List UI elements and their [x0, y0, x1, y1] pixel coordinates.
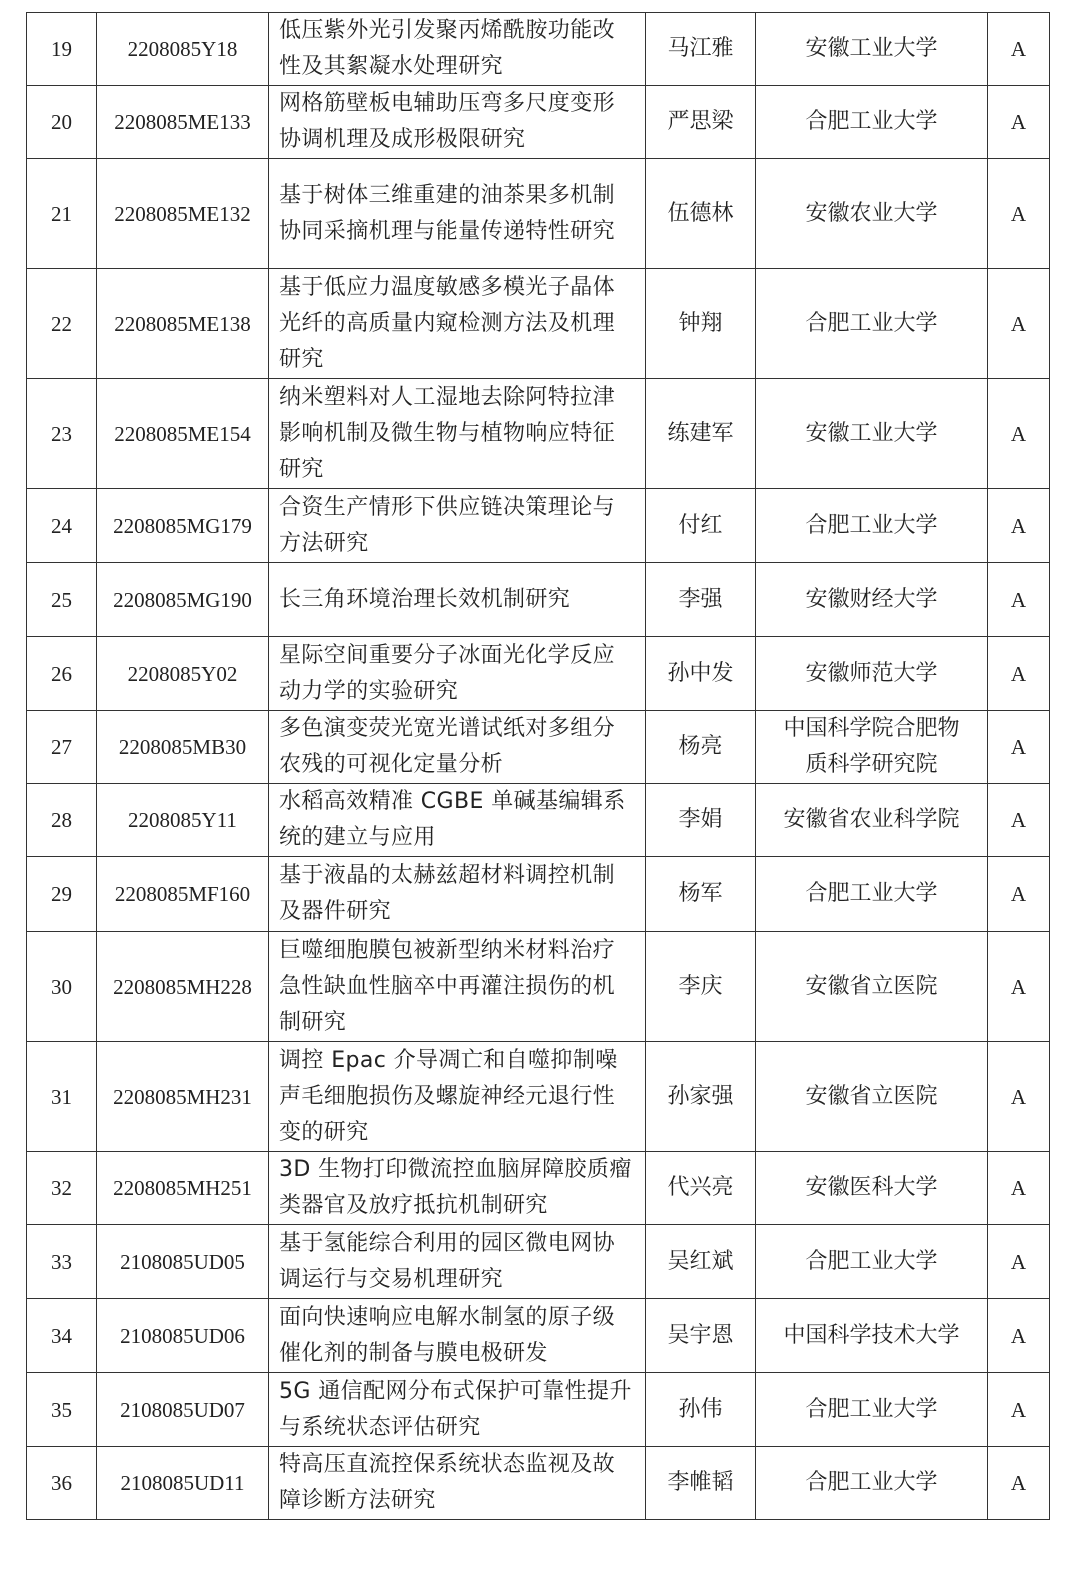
project-title-cell	[269, 711, 646, 784]
project-title: 基于树体三维重建的油茶果多机制协同采摘机理与能量传递特性研究	[279, 182, 616, 244]
row-number: 35	[51, 1397, 72, 1422]
grade-cell	[988, 1373, 1050, 1447]
project-title: 特高压直流控保系统状态监视及故障诊断方法研究	[279, 1452, 616, 1513]
project-code: 2208085MG190	[113, 587, 252, 612]
institution: 安徽工业大学	[805, 420, 938, 446]
project-title: 3D 生物打印微流控血脑屏障胶质瘤类器官及放疗抵抗机制研究	[279, 1157, 632, 1218]
grade-cell	[988, 637, 1050, 711]
institution: 合肥工业大学	[805, 1470, 938, 1495]
principal-name-cell	[646, 1042, 756, 1152]
project-title-cell	[269, 13, 646, 86]
project-title-cell	[269, 1299, 646, 1373]
institution: 合肥工业大学	[805, 881, 938, 906]
institution-cell	[756, 1373, 988, 1447]
grade-cell	[988, 1152, 1050, 1225]
principal-name-cell	[646, 784, 756, 857]
table-row	[27, 784, 1050, 857]
row-number-cell	[27, 269, 97, 379]
row-number: 22	[51, 311, 72, 336]
institution: 安徽工业大学	[805, 36, 938, 61]
principal-name: 杨军	[678, 881, 723, 906]
grade: A	[1010, 1471, 1027, 1495]
project-code-cell	[97, 269, 269, 379]
table-row	[27, 857, 1050, 932]
principal-name-cell	[646, 13, 756, 86]
institution: 合肥工业大学	[805, 1248, 938, 1274]
project-code-cell	[97, 637, 269, 711]
project-title: 基于液晶的太赫兹超材料调控机制及器件研究	[279, 863, 616, 924]
institution-cell	[756, 563, 988, 637]
project-code-cell	[97, 489, 269, 563]
table-row	[27, 1042, 1050, 1152]
institution-cell	[756, 637, 988, 711]
principal-name-cell	[646, 379, 756, 489]
grade-cell	[988, 1299, 1050, 1373]
project-title: 面向快速响应电解水制氢的原子级催化剂的制备与膜电极研发	[279, 1304, 616, 1366]
project-title-cell	[269, 1447, 646, 1520]
project-code: 2208085MF160	[114, 882, 251, 906]
principal-name: 孙伟	[678, 1396, 723, 1422]
grade-cell	[988, 932, 1050, 1042]
principal-name-cell	[646, 932, 756, 1042]
grade-cell	[988, 13, 1050, 86]
row-number: 36	[51, 1471, 72, 1495]
project-code: 2208085ME133	[114, 110, 251, 134]
institution-cell	[756, 1042, 988, 1152]
project-code-cell	[97, 1447, 269, 1520]
row-number: 31	[51, 1084, 72, 1109]
grade: A	[1010, 1249, 1027, 1274]
principal-name: 钟翔	[678, 310, 723, 336]
institution-cell	[756, 1447, 988, 1520]
row-number-cell	[27, 1152, 97, 1225]
institution: 安徽省立医院	[805, 973, 938, 999]
principal-name-cell	[646, 489, 756, 563]
grade-cell	[988, 489, 1050, 563]
grade-cell	[988, 857, 1050, 932]
project-code-cell	[97, 711, 269, 784]
grade: A	[1010, 421, 1027, 446]
project-code-cell	[97, 13, 269, 86]
project-code: 2208085MG179	[113, 513, 252, 538]
row-number-cell	[27, 932, 97, 1042]
project-code: 2208085Y11	[128, 808, 237, 832]
row-number: 30	[51, 974, 72, 999]
project-title-cell	[269, 1373, 646, 1447]
principal-name: 练建军	[667, 420, 734, 446]
row-number-cell	[27, 379, 97, 489]
institution-cell	[756, 857, 988, 932]
row-number: 24	[51, 513, 72, 538]
row-number: 34	[51, 1323, 72, 1348]
row-number-cell	[27, 1042, 97, 1152]
project-title-cell	[269, 637, 646, 711]
project-title: 水稻高效精准 CGBE 单碱基编辑系统的建立与应用	[279, 789, 626, 850]
institution: 合肥工业大学	[805, 512, 938, 538]
institution: 合肥工业大学	[805, 310, 938, 336]
table-row	[27, 489, 1050, 563]
project-title-cell	[269, 563, 646, 637]
project-code-cell	[97, 857, 269, 932]
row-number: 25	[51, 587, 72, 612]
project-title-cell	[269, 159, 646, 269]
grade: A	[1010, 311, 1027, 336]
principal-name: 严思梁	[667, 109, 734, 134]
principal-name-cell	[646, 563, 756, 637]
grade-cell	[988, 1447, 1050, 1520]
project-title: 巨噬细胞膜包被新型纳米材料治疗急性缺血性脑卒中再灌注损伤的机制研究	[279, 937, 616, 1035]
grade: A	[1010, 587, 1027, 612]
row-number-cell	[27, 1225, 97, 1299]
row-number-cell	[27, 86, 97, 159]
grade: A	[1010, 661, 1027, 686]
project-code-cell	[97, 86, 269, 159]
institution-cell	[756, 489, 988, 563]
project-title: 调控 Epac 介导凋亡和自噬抑制噪声毛细胞损伤及螺旋神经元退行性变的研究	[279, 1047, 618, 1145]
institution: 安徽医科大学	[805, 1175, 938, 1200]
project-code: 2208085ME138	[114, 311, 251, 336]
project-code: 2208085MH231	[113, 1084, 252, 1109]
grade: A	[1010, 201, 1027, 226]
grade: A	[1010, 110, 1027, 134]
grade: A	[1010, 37, 1027, 61]
grade-cell	[988, 784, 1050, 857]
principal-name: 孙家强	[667, 1083, 734, 1109]
project-title: 低压紫外光引发聚丙烯酰胺功能改性及其絮凝水处理研究	[279, 18, 616, 79]
principal-name-cell	[646, 1373, 756, 1447]
project-title: 基于低应力温度敏感多模光子晶体光纤的高质量内窥检测方法及机理研究	[279, 274, 616, 372]
grade-cell	[988, 1225, 1050, 1299]
table-row	[27, 86, 1050, 159]
principal-name-cell	[646, 1447, 756, 1520]
project-code: 2208085Y02	[127, 661, 238, 686]
project-title-cell	[269, 784, 646, 857]
row-number: 28	[51, 808, 72, 832]
project-code-cell	[97, 1042, 269, 1152]
project-code: 2208085ME154	[114, 421, 251, 446]
project-code-cell	[97, 379, 269, 489]
institution-cell	[756, 379, 988, 489]
project-title: 网格筋壁板电辅助压弯多尺度变形协调机理及成形极限研究	[279, 91, 616, 152]
row-number: 27	[51, 735, 72, 759]
project-title: 星际空间重要分子冰面光化学反应动力学的实验研究	[279, 642, 616, 704]
row-number: 26	[51, 661, 72, 686]
project-title: 基于氢能综合利用的园区微电网协调运行与交易机理研究	[279, 1230, 616, 1292]
principal-name: 孙中发	[667, 660, 734, 686]
row-number-cell	[27, 784, 97, 857]
project-title-cell	[269, 1152, 646, 1225]
project-code: 2208085MH251	[113, 1176, 252, 1200]
table-row	[27, 1373, 1050, 1447]
project-title-cell	[269, 857, 646, 932]
project-code: 2208085ME132	[114, 201, 251, 226]
grade-cell	[988, 159, 1050, 269]
project-code: 2108085UD07	[120, 1397, 245, 1422]
grade: A	[1010, 1084, 1027, 1109]
project-title-cell	[269, 1225, 646, 1299]
institution-cell	[756, 1225, 988, 1299]
table-row	[27, 1447, 1050, 1520]
institution-cell	[756, 932, 988, 1042]
project-title: 纳米塑料对人工湿地去除阿特拉津影响机制及微生物与植物响应特征研究	[279, 384, 616, 482]
grade: A	[1010, 1176, 1027, 1200]
table-row	[27, 379, 1050, 489]
project-title-cell	[269, 379, 646, 489]
institution: 中国科学院合肥物质科学研究院	[783, 716, 960, 777]
row-number: 33	[51, 1249, 72, 1274]
institution-cell	[756, 784, 988, 857]
institution-cell	[756, 13, 988, 86]
institution: 合肥工业大学	[805, 1396, 938, 1422]
project-title-cell	[269, 489, 646, 563]
grade-cell	[988, 1042, 1050, 1152]
project-code-cell	[97, 1152, 269, 1225]
principal-name: 杨亮	[678, 734, 723, 759]
project-code: 2208085MH228	[113, 974, 252, 999]
institution-cell	[756, 159, 988, 269]
principal-name-cell	[646, 637, 756, 711]
project-title-cell	[269, 269, 646, 379]
row-number-cell	[27, 13, 97, 86]
principal-name: 吴红斌	[667, 1248, 734, 1274]
row-number: 32	[51, 1176, 72, 1200]
institution: 安徽师范大学	[805, 660, 938, 686]
grade-cell	[988, 269, 1050, 379]
project-code: 2108085UD05	[120, 1249, 245, 1274]
principal-name: 伍德林	[667, 200, 734, 226]
grade: A	[1010, 735, 1027, 759]
row-number-cell	[27, 563, 97, 637]
project-code-cell	[97, 1373, 269, 1447]
institution-cell	[756, 86, 988, 159]
row-number: 23	[51, 421, 72, 446]
institution: 中国科学技术大学	[783, 1322, 960, 1348]
table-row	[27, 711, 1050, 784]
table-row	[27, 159, 1050, 269]
table-row	[27, 563, 1050, 637]
institution-cell	[756, 1152, 988, 1225]
principal-name: 马江雅	[667, 36, 734, 61]
project-code: 2208085MB30	[118, 735, 247, 759]
principal-name-cell	[646, 269, 756, 379]
grade: A	[1010, 882, 1027, 906]
project-title: 5G 通信配网分布式保护可靠性提升与系统状态评估研究	[279, 1378, 632, 1440]
table-row	[27, 13, 1050, 86]
project-code: 2108085UD06	[120, 1323, 245, 1348]
grade: A	[1010, 1397, 1027, 1422]
project-code-cell	[97, 563, 269, 637]
row-number-cell	[27, 1447, 97, 1520]
principal-name: 付红	[678, 512, 723, 538]
principal-name-cell	[646, 159, 756, 269]
project-code-cell	[97, 1225, 269, 1299]
project-title: 长三角环境治理长效机制研究	[279, 586, 571, 612]
principal-name-cell	[646, 1152, 756, 1225]
project-title: 多色演变荧光宽光谱试纸对多组分农残的可视化定量分析	[279, 716, 616, 777]
principal-name: 李强	[678, 586, 723, 612]
grade: A	[1010, 1323, 1027, 1348]
principal-name: 李庆	[678, 973, 723, 999]
row-number: 21	[51, 201, 72, 226]
project-title-cell	[269, 1042, 646, 1152]
grade: A	[1010, 513, 1027, 538]
row-number-cell	[27, 711, 97, 784]
row-number-cell	[27, 637, 97, 711]
grade-cell	[988, 711, 1050, 784]
row-number-cell	[27, 159, 97, 269]
institution-cell	[756, 711, 988, 784]
row-number: 20	[51, 110, 72, 134]
institution: 安徽省立医院	[805, 1083, 938, 1109]
principal-name-cell	[646, 711, 756, 784]
table-row	[27, 1225, 1050, 1299]
row-number-cell	[27, 1299, 97, 1373]
project-code: 2208085Y18	[127, 37, 238, 61]
principal-name-cell	[646, 86, 756, 159]
principal-name: 代兴亮	[667, 1175, 734, 1200]
grade-cell	[988, 86, 1050, 159]
row-number: 19	[51, 37, 72, 61]
grade: A	[1010, 808, 1027, 832]
principal-name: 吴宇恩	[667, 1322, 734, 1348]
project-code-cell	[97, 932, 269, 1042]
institution: 安徽农业大学	[805, 200, 938, 226]
row-number-cell	[27, 1373, 97, 1447]
table-row	[27, 932, 1050, 1042]
principal-name: 李娟	[678, 807, 723, 832]
table-row	[27, 1299, 1050, 1373]
table-row	[27, 637, 1050, 711]
table-row	[27, 1152, 1050, 1225]
institution-cell	[756, 1299, 988, 1373]
row-number-cell	[27, 489, 97, 563]
grade-cell	[988, 563, 1050, 637]
institution-cell	[756, 269, 988, 379]
row-number: 29	[51, 882, 72, 906]
institution: 安徽省农业科学院	[783, 807, 960, 832]
institution: 合肥工业大学	[805, 109, 938, 134]
principal-name-cell	[646, 1225, 756, 1299]
project-title: 合资生产情形下供应链决策理论与方法研究	[279, 494, 616, 556]
project-code-cell	[97, 159, 269, 269]
institution: 安徽财经大学	[805, 586, 938, 612]
principal-name: 李帷韬	[667, 1470, 734, 1495]
project-title-cell	[269, 86, 646, 159]
grade: A	[1010, 974, 1027, 999]
row-number-cell	[27, 857, 97, 932]
table-row	[27, 269, 1050, 379]
principal-name-cell	[646, 1299, 756, 1373]
project-title-cell	[269, 932, 646, 1042]
project-code: 2108085UD11	[120, 1471, 245, 1495]
principal-name-cell	[646, 857, 756, 932]
project-code-cell	[97, 1299, 269, 1373]
project-table	[26, 12, 1050, 1520]
project-code-cell	[97, 784, 269, 857]
grade-cell	[988, 379, 1050, 489]
